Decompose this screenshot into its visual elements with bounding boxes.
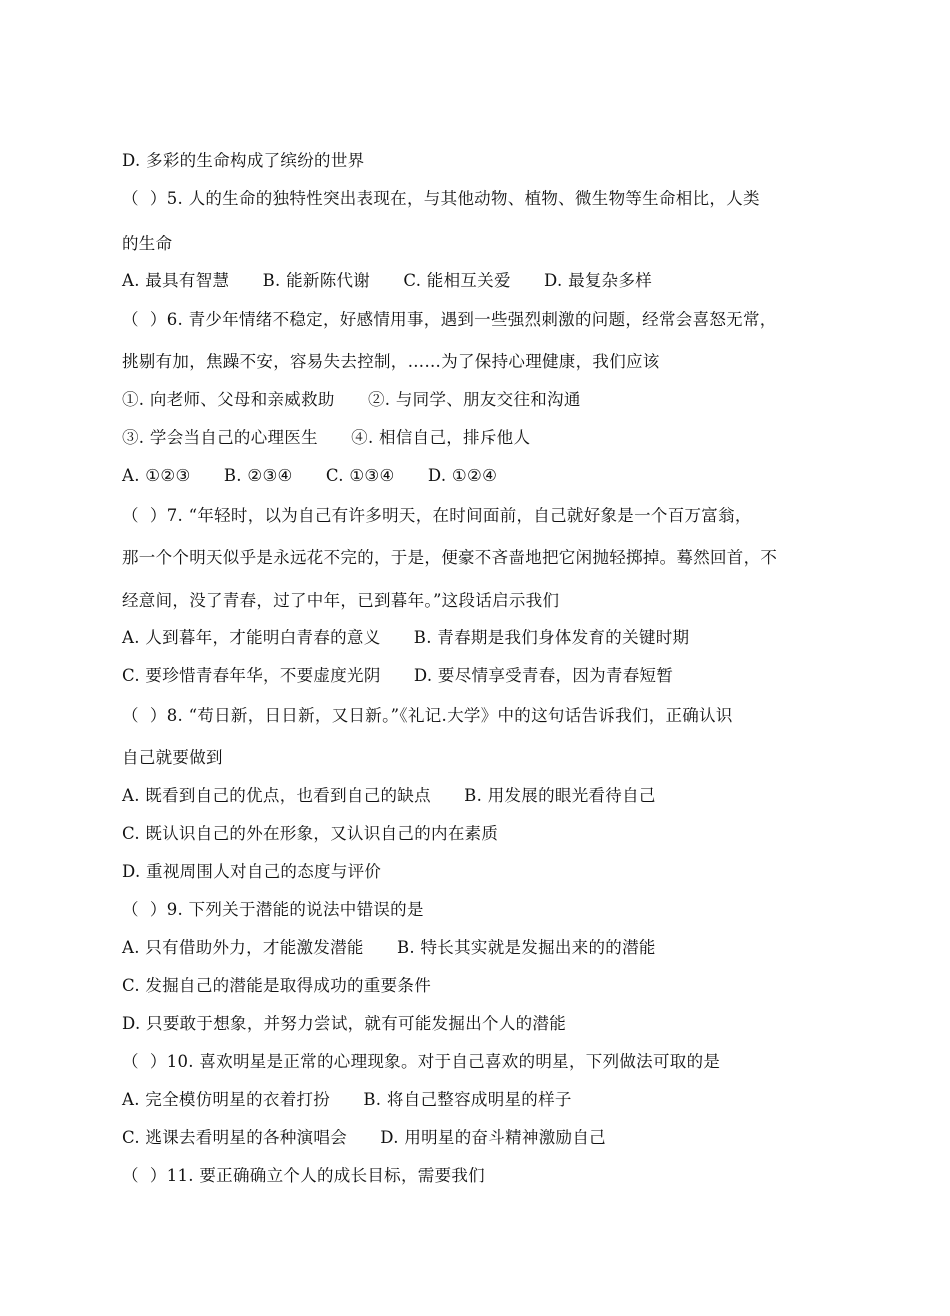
q8-stem-cont: 自己就要做到 bbox=[122, 748, 223, 767]
q4-option-d: D. 多彩的生命构成了缤纷的世界 bbox=[122, 151, 365, 170]
q7-stem: （ ）7. “年轻时，以为自己有许多明天，在时间面前，自己就好象是一个百万富翁， bbox=[122, 506, 752, 525]
q10-stem: （ ）10. 喜欢明星是正常的心理现象。对于自己喜欢的明星，下列做法可取的是 bbox=[122, 1052, 721, 1071]
q8-option-c: C. 既认识自己的外在形象，又认识自己的内在素质 bbox=[122, 824, 499, 843]
q8-options-ab: A. 既看到自己的优点，也看到自己的缺点 B. 用发展的眼光看待自己 bbox=[122, 786, 656, 805]
q7-stem-cont-1: 那一个个明天似乎是永远花不完的，于是，便豪不吝啬地把它闲抛轻掷掉。蓦然回首，不 bbox=[122, 548, 778, 567]
q9-stem: （ ）9. 下列关于潜能的说法中错误的是 bbox=[122, 900, 424, 919]
q10-options-cd: C. 逃课去看明星的各种演唱会 D. 用明星的奋斗精神激励自己 bbox=[122, 1128, 606, 1147]
q6-stem-cont: 挑剔有加，焦躁不安，容易失去控制，……为了保持心理健康，我们应该 bbox=[122, 352, 660, 371]
q6-options: A. ①②③ B. ②③④ C. ①③④ D. ①②④ bbox=[122, 466, 498, 485]
q6-stem: （ ）6. 青少年情绪不稳定，好感情用事，遇到一些强烈刺激的问题，经常会喜怒无常， bbox=[122, 310, 777, 329]
q5-stem: （ ）5. 人的生命的独特性突出表现在，与其他动物、植物、微生物等生命相比，人类 bbox=[122, 189, 760, 208]
q7-options-ab: A. 人到暮年，才能明白青春的意义 B. 青春期是我们身体发育的关键时期 bbox=[122, 628, 690, 647]
q6-choices-3-4: ③. 学会当自己的心理医生 ④. 相信自己，排斥他人 bbox=[122, 428, 531, 447]
q8-option-d: D. 重视周围人对自己的态度与评价 bbox=[122, 862, 382, 881]
q6-choices-1-2: ①. 向老师、父母和亲威救助 ②. 与同学、朋友交往和沟通 bbox=[122, 390, 581, 409]
q9-options-ab: A. 只有借助外力，才能激发潜能 B. 特长其实就是发掘出来的的潜能 bbox=[122, 938, 656, 957]
q9-option-c: C. 发掘自己的潜能是取得成功的重要条件 bbox=[122, 976, 432, 995]
q7-stem-cont-2: 经意间，没了青春，过了中年，已到暮年。”这段话启示我们 bbox=[122, 591, 560, 610]
q7-options-cd: C. 要珍惜青春年华，不要虚度光阴 D. 要尽情享受青春，因为青春短暂 bbox=[122, 666, 674, 685]
q10-options-ab: A. 完全模仿明星的衣着打扮 B. 将自己整容成明星的样子 bbox=[122, 1090, 572, 1109]
q5-options: A. 最具有智慧 B. 能新陈代谢 C. 能相互关爱 D. 最复杂多样 bbox=[122, 271, 653, 290]
q11-stem: （ ）11. 要正确确立个人的成长目标，需要我们 bbox=[122, 1166, 485, 1185]
q8-stem: （ ）8. “苟日新，日日新，又日新。”《礼记.大学》中的这句话告诉我们，正确认识 bbox=[122, 706, 733, 725]
q5-stem-cont: 的生命 bbox=[122, 234, 173, 253]
q9-option-d: D. 只要敢于想象，并努力尝试，就有可能发掘出个人的潜能 bbox=[122, 1014, 567, 1033]
